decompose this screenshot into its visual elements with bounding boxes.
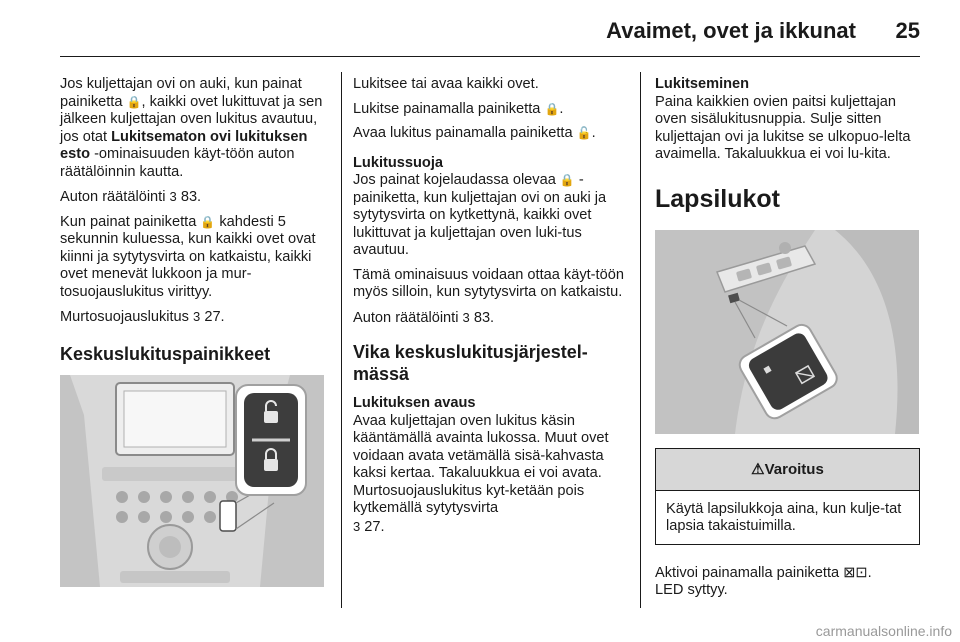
- lock-icon: 🔒: [559, 173, 575, 187]
- page-ref-link[interactable]: 27.: [204, 309, 225, 325]
- unlock-icon: 🔓: [576, 126, 592, 140]
- watermark: carmanualsonline.info: [815, 623, 952, 639]
- column-3: [655, 76, 920, 607]
- paragraph: Lukitse painamalla painiketta 🔒.: [353, 100, 564, 117]
- page-ref-link[interactable]: 27.: [364, 518, 385, 535]
- lock-icon: 🔒: [126, 94, 142, 109]
- child-lock-button-image: [655, 230, 919, 434]
- paragraph: Tämä ominaisuus voidaan ottaa käyt-töön myös silloin, kun sytytysvirta on katkaistu.: [353, 266, 624, 300]
- section-heading: Vika keskuslukitusjärjestel-mässä: [353, 342, 588, 384]
- paragraph: Auton räätälöinti 3 83.: [60, 189, 202, 205]
- paragraph: Lukitussuoja Jos painat kojelaudassa olevaa 🔒 -painiketta, kun kuljettajan ovi on auki ja sytytysvirta on kytkettynä, kaikki ovet lukittuvat ja kuljettajan oven luki-tus avautuu.: [353, 155, 631, 260]
- dashboard-illustration: [60, 375, 324, 587]
- lock-icon: 🔒: [544, 101, 560, 116]
- door-panel-illustration: [655, 230, 919, 434]
- warning-title: Varoitus: [764, 460, 824, 478]
- paragraph: Kun painat painiketta 🔒 kahdesti 5 sekunnin kuluessa, kun kaikki ovet ovat kiinni ja sytytysvirta on katkaistu, kaikki ovet menevät lukkoon ja mur-tosuojauslukitus virittyy.: [60, 213, 316, 300]
- paragraph: LED syttyy.: [655, 582, 728, 598]
- page-ref-link[interactable]: 83.: [180, 189, 202, 205]
- warning-icon: ⚠: [751, 460, 765, 478]
- section-heading: Lapsilukot: [655, 184, 781, 213]
- warning-box: [655, 448, 920, 545]
- page-header: [60, 16, 920, 56]
- paragraph: Lukitsee tai avaa kaikki ovet.: [353, 76, 539, 92]
- page-ref-arrow-icon: 3: [353, 518, 361, 534]
- page-ref-arrow-icon: 3: [193, 309, 201, 324]
- page-ref-arrow-icon: 3: [169, 189, 177, 204]
- page-title: Avaimet, ovet ja ikkunat: [606, 18, 856, 43]
- paragraph: Jos kuljettajan ovi on auki, kun painat painiketta 🔒, kaikki ovet lukittuvat ja sen jälkeen kuljettajan oven lukitus avautuu, jos otat Lukitsematon ovi lukituksen esto -ominaisuuden käyt-töön auton räätälöinnin kautta.: [60, 76, 323, 180]
- subsection-heading: Lukituksen avaus: [353, 395, 476, 411]
- paragraph: Avaa lukitus painamalla painiketta 🔓.: [353, 125, 596, 141]
- central-locking-buttons-image: [60, 375, 324, 587]
- column-2: [353, 76, 631, 543]
- warning-text: Käytä lapsilukkoja aina, kun kulje-tat lapsia takaistuimilla.: [666, 500, 902, 534]
- paragraph: Lukitseminen Paina kaikkien ovien paitsi kuljettajan oven sisälukitusnuppia. Sulje sitten kuljettajan ovi ja lukitse se ulkopuo-lelta avaimella. Takaluukkua ei voi lu-kita.: [655, 76, 920, 164]
- warning-header: [656, 449, 919, 491]
- column-1: [60, 76, 328, 587]
- column-divider-1: [341, 72, 342, 608]
- page-number: 25: [895, 18, 920, 43]
- paragraph: Auton räätälöinti 3 83.: [353, 309, 495, 326]
- subsection-heading: Lukitussuoja: [353, 154, 444, 171]
- lock-icon: 🔒: [200, 214, 216, 229]
- paragraph: Aktivoi painamalla painiketta ⊠⊡.: [655, 564, 872, 581]
- header-rule: [60, 56, 920, 57]
- paragraph: Lukituksen avaus Avaa kuljettajan oven lukitus käsin kääntämällä avainta lukossa. Muut ovet voidaan avata vetämällä sisä-kahvasta kaksi kertaa. Takaluukkua ei voi avata. Murtosuojauslukitus kyt-ketään pois kytkemällä sytytysvirta 3 27.: [353, 395, 631, 536]
- column-divider-2: [640, 72, 641, 608]
- page-ref-link[interactable]: 83.: [473, 309, 495, 326]
- subsection-heading: Lukitseminen: [655, 76, 750, 92]
- section-heading: Keskuslukituspainikkeet: [60, 343, 271, 364]
- child-lock-icon: ⊠⊡: [843, 564, 868, 581]
- paragraph: Murtosuojauslukitus 3 27.: [60, 309, 225, 325]
- feature-name: Lukitsematon ovi lukituksen esto: [60, 128, 308, 162]
- page-ref-arrow-icon: 3: [462, 309, 470, 325]
